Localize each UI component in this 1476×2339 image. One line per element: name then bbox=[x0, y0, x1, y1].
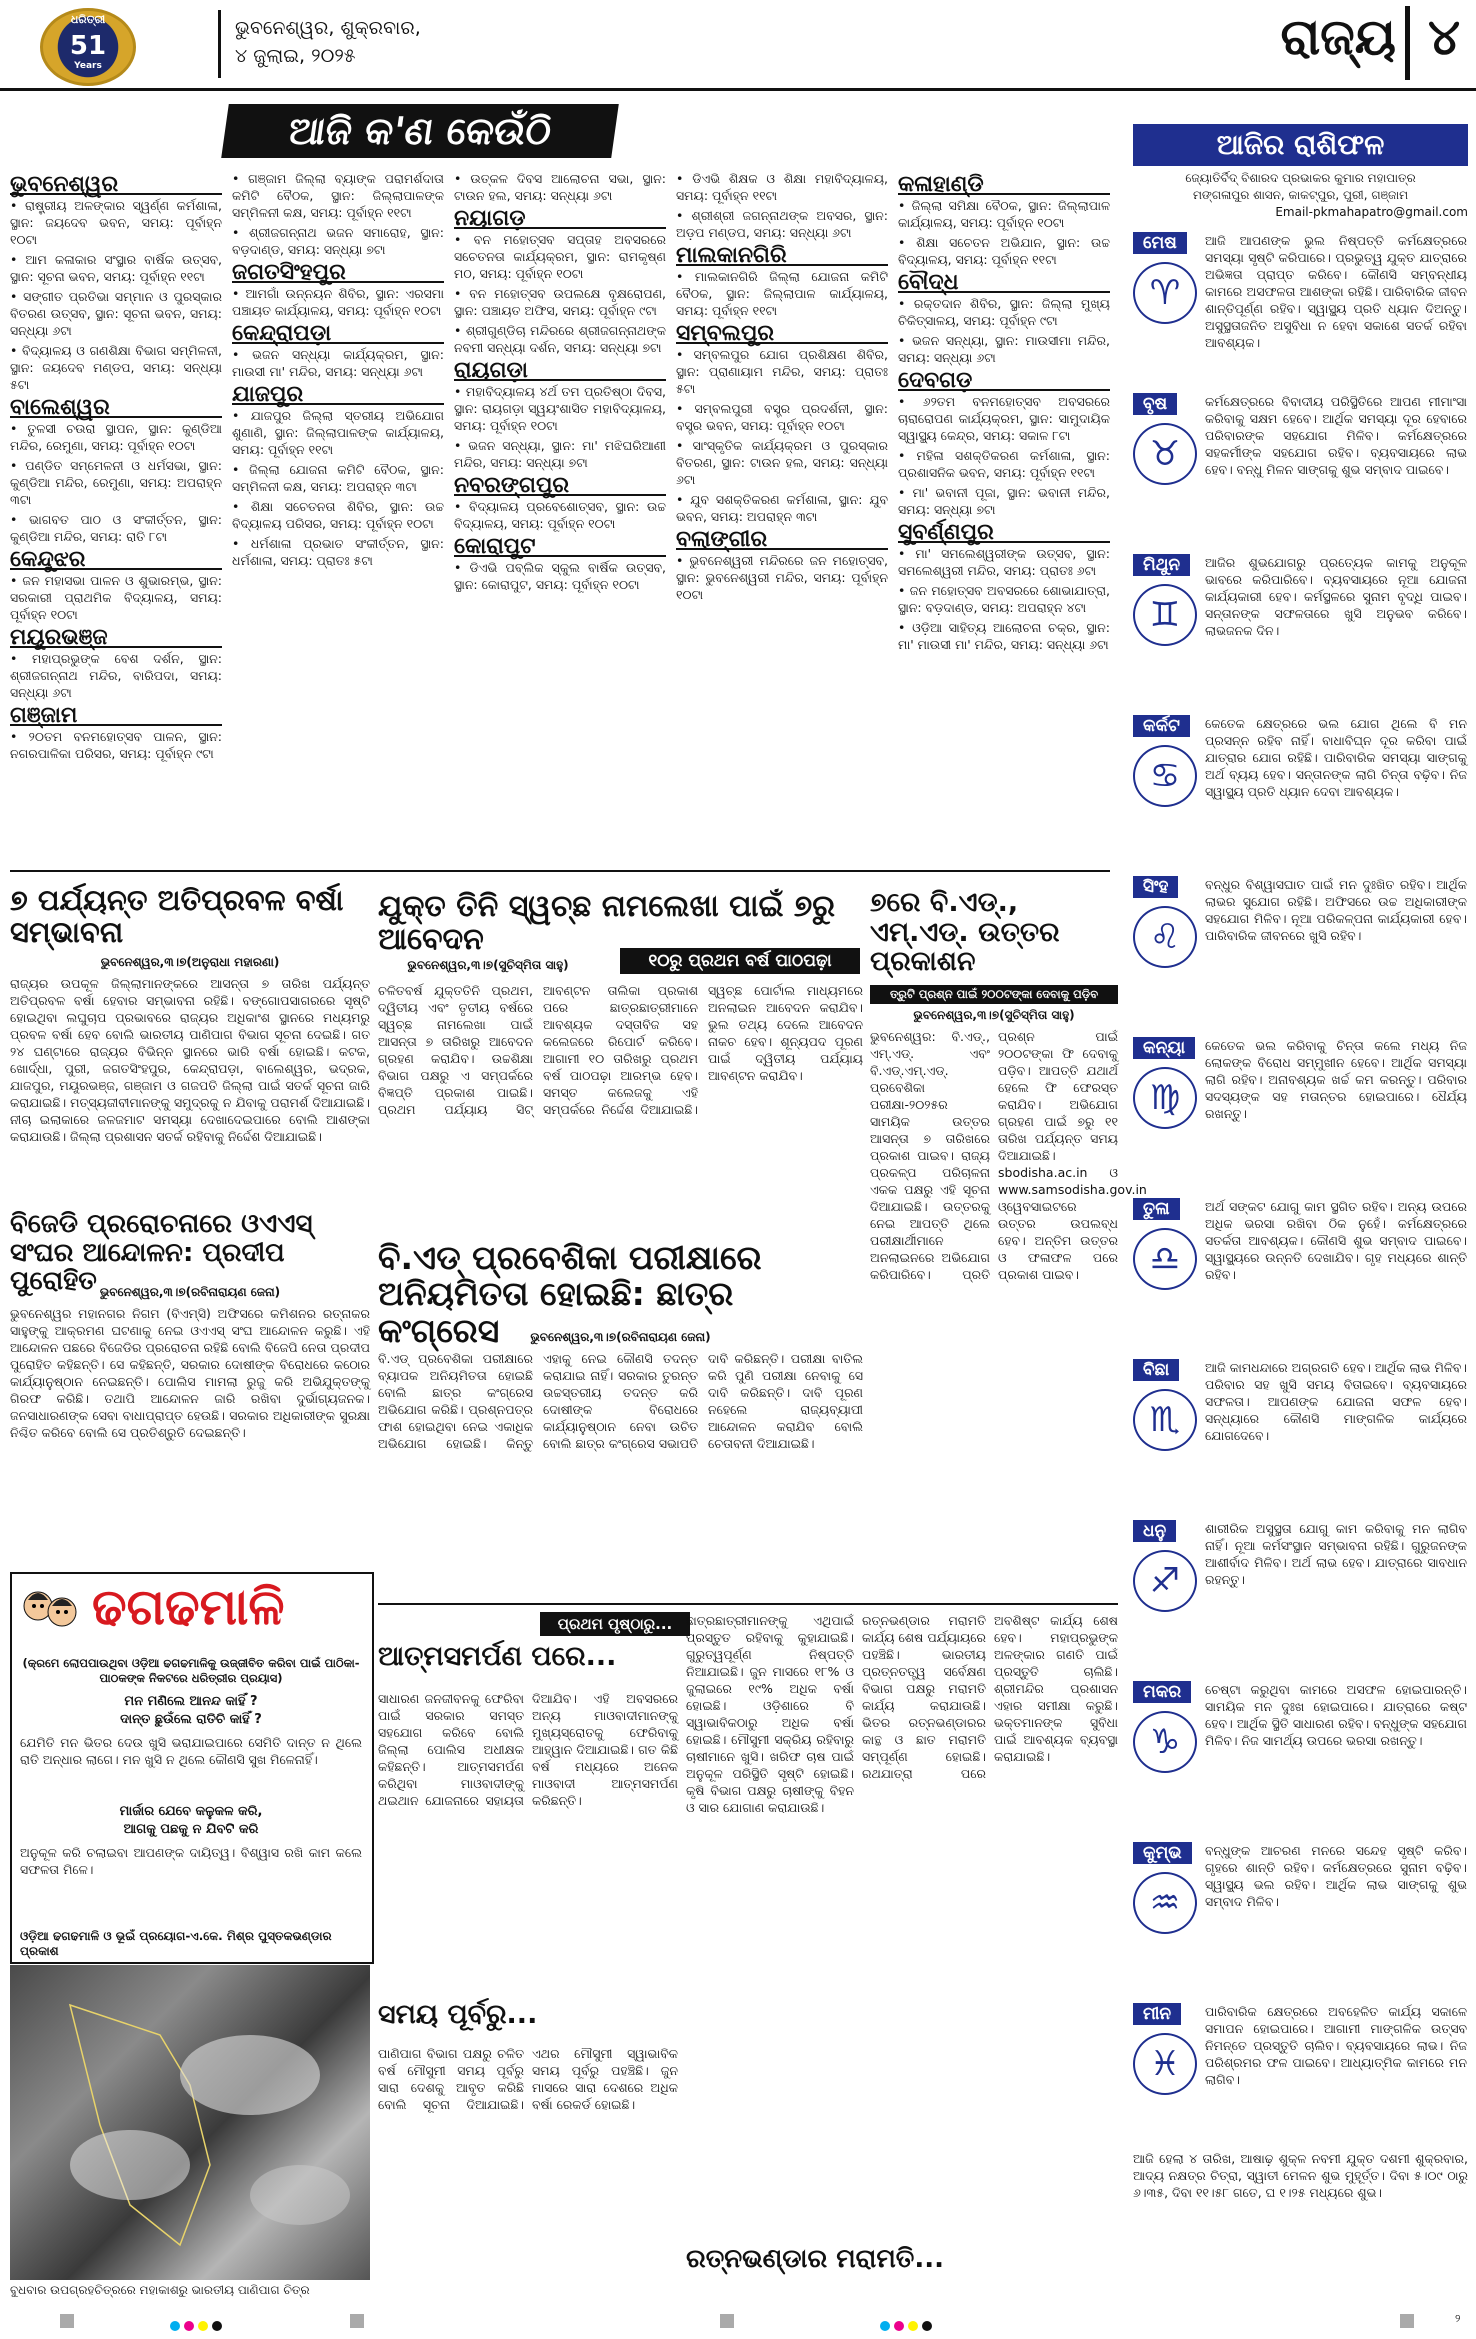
event-item: • ଶ୍ରୀଶ୍ରୀ ଜଗନ୍ନାଥଙ୍କ ଅବସର, ସ୍ଥାନ: ଅଡ଼ପ ମଣ୍ଡପ, ସମୟ: ସନ୍ଧ୍ୟା ୬ଟା bbox=[676, 208, 888, 240]
panjika: ଆଜି ହେଲା ୪ ତାରିଖ, ଆଷାଢ଼ ଶୁକ୍ଳ ନବମୀ ଯୁକ୍ତ ଦଶମୀ ଶୁକ୍ରବାର, ଆଦ୍ୟ ନକ୍ଷତ୍ର ଚିତ୍ରା, ସ୍ୱାତୀ ମେଳନ ଶୁଭ ମୁହୂର୍ତ୍ତ। ଦିବା ୫।୦୯ ଠାରୁ ୬।୩୫, ଦିବା ୧୧।୫୮ ଗତେ, ଘ ୧।୨୫ ମଧ୍ୟରେ ଶୁଭ। bbox=[1133, 2151, 1468, 2200]
bed-result-headline: ୭ରେ ବି.ଏଡ୍., ଏମ୍.ଏଡ୍. ଉତ୍ତର ପ୍ରକାଶନ bbox=[870, 887, 1060, 978]
time-headline: ସମୟ ପୂର୍ବରୁ... bbox=[378, 1999, 538, 2030]
event-item: • ଜନ ମହୋତ୍ସବ ଅବସରରେ ଶୋଭାଯାତ୍ରା, ସ୍ଥାନ: ବଡ଼ଦାଣ୍ଡ, ସମୟ: ଅପରାହ୍ନ ୪ଟା bbox=[898, 583, 1110, 615]
event-city-heading: ସୁବର୍ଣ୍ଣପୁର bbox=[898, 524, 1110, 543]
event-item: • ଜିଲ୍ଲା ସମିକ୍ଷା ବୈଠକ, ସ୍ଥାନ: ଜିଲ୍ଲାପାଳ କାର୍ଯ୍ୟାଳୟ, ସମୟ: ପୂର୍ବାହ୍ନ ୧୦ଟା bbox=[898, 198, 1110, 230]
rashi-text: ଆଜିର ଶୁଭଯୋଗରୁ ପ୍ରତ୍ୟେକ କାମକୁ ଅନୁକୂଳ ଭାବରେ କରିପାରିବେ। ବ୍ୟବସାୟରେ ନୂଆ ଯୋଜନା କାର୍ଯ୍ୟକାରୀ ହେବ। କର୍ମସ୍ଥଳରେ ସୁନାମ ବୃଦ୍ଧି ପାଇବ। ସନ୍ତାନଙ୍କ ସଫଳତାରେ ଖୁସି ଅନୁଭବ କରିବେ। ଲାଭଜନକ ଦିନ। bbox=[1205, 555, 1467, 638]
event-item: • ଶିକ୍ଷା ସଚେତନ ଅଭିଯାନ, ସ୍ଥାନ: ଉଚ୍ଚ ବିଦ୍ୟାଳୟ, ସମୟ: ପୂର୍ବାହ୍ନ ୧୧ଟା bbox=[898, 235, 1110, 267]
zodiac-icon: ♒ bbox=[1133, 1872, 1197, 1934]
events-column-2 bbox=[232, 170, 444, 860]
rashi-text: ଆଜି କାମଧନ୍ଦାରେ ଅଗ୍ରଗତି ହେବ। ଆର୍ଥିକ ଲାଭ ମିଳିବ। ପରିବାର ସହ ଖୁସି ସମୟ ବିତାଇବେ। ବ୍ୟବସାୟରେ ସଫଳତା। ଆପଣଙ୍କ ଯୋଜନା ସଫଳ ହେବ। ସନ୍ଧ୍ୟାରେ କୌଣସି ମାଙ୍ଗଳିକ କାର୍ଯ୍ୟରେ ଯୋଗଦେବେ। bbox=[1205, 1360, 1467, 1443]
zodiac-icon: ♑ bbox=[1133, 1711, 1197, 1773]
page-number-divider bbox=[1405, 6, 1410, 80]
rashi-text: ଚେଷ୍ଟା କରୁଥିବା କାମରେ ଅସଫଳ ହୋଇପାରନ୍ତି। ସାମୟିକ ମନ ଦୁଃଖ ହୋଇପାରେ। ଯାତ୍ରାରେ କଷ୍ଟ ହେବ। ଆର୍ଥିକ ସ୍ଥିତି ସାଧାରଣ ରହିବ। ବନ୍ଧୁଙ୍କ ସହଯୋଗ ମିଳିବ। ନିଜ ସାମର୍ଥ୍ୟ ଉପରେ ଭରସା ରଖନ୍ତୁ। bbox=[1205, 1682, 1467, 1748]
event-item: • ଜନ ମହାସଭା ପାଳନ ଓ ଶୁଭାରମ୍ଭ, ସ୍ଥାନ: ସରକାରୀ ପ୍ରାଥମିକ ବିଦ୍ୟାଳୟ, ସମୟ: ପୂର୍ବାହ୍ନ ୧୦ଟା bbox=[10, 573, 222, 622]
event-city-heading: ବାଲେଶ୍ୱର bbox=[10, 399, 222, 418]
bed-result-subhead: ତ୍ରୁଟି ପ୍ରଶ୍ନ ପାଇଁ ୨୦୦ଟଙ୍କା ଦେବାକୁ ପଡ଼ିବ bbox=[870, 985, 1118, 1004]
event-item: • ମା' ସମଲେଶ୍ୱରୀଙ୍କ ଉତ୍ସବ, ସ୍ଥାନ: ସମଲେଶ୍ୱରୀ ମନ୍ଦିର, ସମୟ: ପ୍ରାତଃ ୬ଟା bbox=[898, 546, 1110, 578]
registration-square bbox=[60, 2314, 74, 2328]
footer-page-mark: ୨ bbox=[1455, 2312, 1461, 2325]
event-city-heading: ସମ୍ବଲପୁର bbox=[676, 325, 888, 344]
event-city-heading: ଭୁବନେଶ୍ୱର bbox=[10, 176, 222, 195]
events-column-5 bbox=[898, 170, 1110, 860]
masthead-divider bbox=[218, 10, 221, 78]
surrender-headline: ଆତ୍ମସମର୍ପଣ ପରେ... bbox=[378, 1641, 617, 1672]
event-city-heading: ଯାଜପୁର bbox=[232, 386, 444, 405]
registration-square bbox=[350, 2314, 364, 2328]
bed-result-byline: ଭୁବନେଶ୍ୱର,୩।୭(ସୁଚିସ୍ମିତା ସାହୁ) bbox=[913, 1008, 1075, 1022]
rashi-entry bbox=[1125, 1681, 1470, 1831]
event-item: • ଆମଗାଁ ଉନ୍ନୟନ ଶିବିର, ସ୍ଥାନ: ଏରସମା ପଞ୍ଚାୟତ କାର୍ଯ୍ୟାଳୟ, ସମୟ: ପୂର୍ବାହ୍ନ ୧୦ଟା bbox=[232, 286, 444, 318]
rain-body: ରାଜ୍ୟର ଉପକୂଳ ଜିଲ୍ଲାମାନଙ୍କରେ ଆସନ୍ତା ୭ ତାରିଖ ପର୍ଯ୍ୟନ୍ତ ଅତିପ୍ରବଳ ବର୍ଷା ହେବାର ସମ୍ଭାବନା ରହିଛି। ବଙ୍ଗୋପସାଗରରେ ସୃଷ୍ଟି ହୋଇଥିବା ଲଘୁଚାପ ପ୍ରଭାବରେ ରାଜ୍ୟର ଅଧିକାଂଶ ସ୍ଥାନରେ ମଧ୍ୟମରୁ ପ୍ରବଳ ବର୍ଷା ହେବ ବୋଲି ଭାରତୀୟ ପାଣିପାଗ ବିଭାଗ ସୂଚନା ଦେଇଛି। ଗତ ୨୪ ଘଣ୍ଟାରେ ରାଜ୍ୟର ବିଭିନ୍ନ ସ୍ଥାନରେ ଭାରି ବର୍ଷା ହୋଇଛି। କଟକ, ଖୋର୍ଦ୍ଧା, ପୁରୀ, ଜଗତସିଂହପୁର, କେନ୍ଦ୍ରାପଡ଼ା, ବାଲେଶ୍ୱର, ଭଦ୍ରକ, ଯାଜପୁର, ମୟୂରଭଞ୍ଜ, ଗଞ୍ଜାମ ଓ ଗଜପତି ଜିଲ୍ଲା ପାଇଁ ସତର୍କ ସୂଚନା ଜାରି କରାଯାଇଛି। ମତ୍ସ୍ୟଜୀବୀମାନଙ୍କୁ ସମୁଦ୍ରକୁ ନ ଯିବାକୁ ପରାମର୍ଶ ଦିଆଯାଇଛି। ନୀଚା ଇଲାକାରେ ଜଳଜମାଟ ସମସ୍ୟା ଦେଖାଦେଇପାରେ ବୋଲି ଆଶଙ୍କା କରାଯାଉଛି। ଜିଲ୍ଲା ପ୍ରଶାସନ ସତର୍କ ରହିବାକୁ ନିର୍ଦ୍ଦେଶ ଦିଆଯାଇଛି। bbox=[10, 976, 370, 1144]
event-item: • ବିଦ୍ୟାଳୟ ପ୍ରବେଶୋତ୍ସବ, ସ୍ଥାନ: ଉଚ୍ଚ ବିଦ୍ୟାଳୟ, ସମୟ: ପୂର୍ବାହ୍ନ ୧୦ଟା bbox=[454, 499, 666, 531]
rashi-name: ସିଂହ bbox=[1133, 876, 1178, 898]
rashi-text: ଅର୍ଥ ସଙ୍କଟ ଯୋଗୁ କାମ ସ୍ଥଗିତ ରହିବ। ଅନ୍ୟ ଉପରେ ଅଧିକ ଭରସା ରଖିବା ଠିକ ନୁହେଁ। କର୍ମକ୍ଷେତ୍ରରେ ସତର୍କତା ଆବଶ୍ୟକ। କୌଣସି ଶୁଭ ସମ୍ବାଦ ପାଇବେ। ସ୍ୱାସ୍ଥ୍ୟରେ ଉନ୍ନତି ଦେଖାଯିବ। ଗୃହ ମଧ୍ୟରେ ଶାନ୍ତି ରହିବ। bbox=[1205, 1199, 1467, 1282]
rashi-name: ଧନୁ bbox=[1133, 1520, 1176, 1542]
event-item: • ଭଜନ ସନ୍ଧ୍ୟା କାର୍ଯ୍ୟକ୍ରମ, ସ୍ଥାନ: ମାଉସୀ ମା' ମନ୍ଦିର, ସମୟ: ସନ୍ଧ୍ୟା ୬ଟା bbox=[232, 347, 444, 379]
event-item: • ଭଜନ ସନ୍ଧ୍ୟା, ସ୍ଥାନ: ମାଉସୀମା ମନ୍ଦିର, ସମୟ: ସନ୍ଧ୍ୟା ୬ଟା bbox=[898, 333, 1110, 365]
rashi-entry bbox=[1125, 1520, 1470, 1670]
registration-square bbox=[720, 2314, 734, 2328]
event-item: • ସମ୍ବଲପୁର ଯୋଗ ପ୍ରଶିକ୍ଷଣ ଶିବିର, ସ୍ଥାନ: ପ୍ରାଣାୟାମ ମନ୍ଦିର, ସମୟ: ପ୍ରାତଃ ୫ଟା bbox=[676, 347, 888, 396]
satellite-caption: ବୁଧବାର ଉପଗ୍ରହଚିତ୍ରରେ ମହାକାଶରୁ ଭାରତୀୟ ପାଣିପାଗ ଚିତ୍ର bbox=[10, 2283, 310, 2297]
treasury-lead-body: ରତ୍ନଭଣ୍ଡାର ମରାମତି କାର୍ଯ୍ୟ ଶେଷ ପର୍ଯ୍ୟାୟରେ ପହଞ୍ଚିଛି। ଭାରତୀୟ ପ୍ରତ୍ନତତ୍ତ୍ୱ ସର୍ବେକ୍ଷଣ ବିଭାଗ ପକ୍ଷରୁ ମରାମତି କାର୍ଯ୍ୟ କରାଯାଉଛି। ଭିତର ରତ୍ନଭଣ୍ଡାରର କାନ୍ଥ ଓ ଛାତ ମରାମତି ସମ୍ପୂର୍ଣ୍ଣ ହୋଇଛି। ରଥଯାତ୍ରା ପରେ ଅବଶିଷ୍ଟ କାର୍ଯ୍ୟ ଶେଷ ହେବ। ମହାପ୍ରଭୁଙ୍କ ଅଳଙ୍କାର ଗଣତି ପାଇଁ ପ୍ରସ୍ତୁତି ଚାଲିଛି। ଶ୍ରୀମନ୍ଦିର ପ୍ରଶାସନ ଏହାର ସମୀକ୍ଷା କରୁଛି। ଭକ୍ତମାନଙ୍କ ସୁବିଧା ପାଇଁ ଆବଶ୍ୟକ ବ୍ୟବସ୍ଥା କରାଯାଇଛି। bbox=[862, 1613, 1118, 1781]
event-item: • ସଙ୍ଗୀତ ପ୍ରତିଭା ସମ୍ମାନ ଓ ପୁରସ୍କାର ବିତରଣ ଉତ୍ସବ, ସ୍ଥାନ: ସୂଚନା ଭବନ, ସମୟ: ସନ୍ଧ୍ୟା ୬ଟା bbox=[10, 289, 222, 338]
zodiac-icon: ♋ bbox=[1133, 745, 1197, 807]
treasury-headline: ରତ୍ନଭଣ୍ଡାର ମରାମତି... bbox=[686, 2244, 944, 2274]
event-city-heading: ଗଞ୍ଜାମ bbox=[10, 707, 222, 726]
event-item: • ଶିକ୍ଷା ସଚେତନତା ଶିବିର, ସ୍ଥାନ: ଉଚ୍ଚ ବିଦ୍ୟାଳୟ ପରିସର, ସମୟ: ପୂର୍ବାହ୍ନ ୧୦ଟା bbox=[232, 499, 444, 531]
events-banner: ଆଜି କ'ଣ କେଉଁଠି bbox=[221, 104, 619, 158]
bed-congress-headline: ବି.ଏଡ୍ ପ୍ରବେଶିକା ପରୀକ୍ଷାରେ ଅନିୟମିତତା ହୋଇଛି: ଛାତ୍ର କଂଗ୍ରେସ bbox=[378, 1238, 762, 1350]
bjd-body: ଭୁବନେଶ୍ୱର ମହାନଗର ନିଗମ (ବିଏମ୍ସି) ଅଫିସରେ କମିଶନର ରତ୍ନାକର ସାହୁଙ୍କୁ ଆକ୍ରମଣ ଘଟଣାକୁ ନେଇ ଓଏଏସ୍ ସଂଘ ଆନ୍ଦୋଳନ କରୁଛି। ଏହି ଆନ୍ଦୋଳନ ପଛରେ ବିଜେଡିର ପ୍ରରୋଚନା ରହିଛି ବୋଲି ବିଜେପି ନେତା ପ୍ରଦୀପ ପୁରୋହିତ କହିଛନ୍ତି। ସେ କହିଛନ୍ତି, ସରକାର ଦୋଷୀଙ୍କ ବିରୋଧରେ କଠୋର କାର୍ଯ୍ୟାନୁଷ୍ଠାନ ନେଇଛନ୍ତି। ପୋଲିସ ମାମଲା ରୁଜୁ କରି ଅଭିଯୁକ୍ତଙ୍କୁ ଗିରଫ କରିଛି। ତଥାପି ଆନ୍ଦୋଳନ ଜାରି ରଖିବା ଦୁର୍ଭାଗ୍ୟଜନକ। ଜନସାଧାରଣଙ୍କ ସେବା ବାଧାପ୍ରାପ୍ତ ହେଉଛି। ସରକାର ଅଧିକାରୀଙ୍କ ସୁରକ୍ଷା ନିଶ୍ଚିତ କରିବେ ବୋଲି ସେ ପ୍ରତିଶ୍ରୁତି ଦେଇଛନ୍ତି। bbox=[10, 1306, 370, 1440]
event-city-heading: କଳାହାଣ୍ଡି bbox=[898, 176, 1110, 195]
plus3-headline: ଯୁକ୍ତ ତିନି ସ୍ୱଚ୍ଛ ନାମଲେଖା ପାଇଁ ୭ରୁ ଆବେଦନ bbox=[378, 889, 835, 957]
bjd-byline: ଭୁବନେଶ୍ୱର,୩।୭(ରବିନାରାୟଣ ଜେନା) bbox=[99, 1285, 281, 1299]
divider-middle bbox=[378, 1603, 1118, 1605]
rashi-name: କର୍କଟ bbox=[1133, 715, 1190, 737]
rashi-entry bbox=[1125, 1842, 1470, 1992]
event-item: • ଭାଗବତ ପାଠ ଓ ସଂକୀର୍ତ୍ତନ, ସ୍ଥାନ: କୁଣ୍ଡିଆ ମନ୍ଦିର, ସମୟ: ରାତି ୮ଟା bbox=[10, 512, 222, 544]
event-item: • ବିଦ୍ୟାଳୟ ଓ ଗଣଶିକ୍ଷା ବିଭାଗ ସମ୍ମିଳନୀ, ସ୍ଥାନ: ଜୟଦେବ ମଣ୍ଡପ, ସମୟ: ସନ୍ଧ୍ୟା ୫ଟା bbox=[10, 343, 222, 392]
zodiac-icon: ♎ bbox=[1133, 1228, 1197, 1290]
event-item: • ସମ୍ବଲପୁରୀ ବସ୍ତ୍ର ପ୍ରଦର୍ଶନୀ, ସ୍ଥାନ: ବସ୍ତ୍ର ଭବନ, ସମୟ: ପୂର୍ବାହ୍ନ ୧୦ଟା bbox=[676, 401, 888, 433]
rashi-name: ବୃଷ bbox=[1133, 393, 1177, 415]
event-city-heading: ମାଲକାନଗିରି bbox=[676, 247, 888, 266]
rashi-text: କେତେକ ଭଲ କରିବାକୁ ଚିନ୍ତା କଲେ ମଧ୍ୟ ନିଜ ଲୋକଙ୍କ ବିରୋଧ ସମ୍ମୁଖୀନ ହେବେ। ଆର୍ଥିକ ସମସ୍ୟା ଲାଗି ରହିବ। ଅନାବଶ୍ୟକ ଖର୍ଚ୍ଚ କମ କରନ୍ତୁ। ପରିବାର ସଦସ୍ୟଙ୍କ ସହ ମତାନ୍ତର ହୋଇପାରେ। ଧୈର୍ଯ୍ୟ ରଖନ୍ତୁ। bbox=[1205, 1038, 1467, 1121]
event-item: • ଡିଏଭି ପବ୍ଲିକ ସ୍କୁଲ ବାର୍ଷିକ ଉତ୍ସବ, ସ୍ଥାନ: କୋରାପୁଟ, ସମୟ: ପୂର୍ବାହ୍ନ ୧୦ଟା bbox=[454, 560, 666, 592]
rashi-text: ପାରିବାରିକ କ୍ଷେତ୍ରରେ ଅବହେଳିତ କାର୍ଯ୍ୟ ସକାଳେ ସମାପନ ହୋଇପାରେ। ଆଗାମୀ ମାଙ୍ଗଳିକ ଉତ୍ସବ ନିମନ୍ତେ ପ୍ରସ୍ତୁତି ଚାଲିବ। ବ୍ୟବସାୟରେ ଲାଭ। ନିଜ ପରିଶ୍ରମର ଫଳ ପାଇବେ। ଆଧ୍ୟାତ୍ମିକ କାମରେ ମନ ଲାଗିବ। bbox=[1205, 2004, 1467, 2087]
footer-registration-marks bbox=[0, 2306, 1476, 2339]
bed-congress-body: ବି.ଏଡ୍ ପ୍ରବେଶିକା ପରୀକ୍ଷାରେ ବ୍ୟାପକ ଅନିୟମିତତା ହୋଇଛି ବୋଲି ଛାତ୍ର କଂଗ୍ରେସ ଅଭିଯୋଗ କରିଛି। ପ୍ରଶ୍ନପତ୍ର ଫାଶ ହୋଇଥିବା ନେଇ ଏକାଧିକ ଅଭିଯୋଗ ହୋଇଛି। କିନ୍ତୁ ଏହାକୁ ନେଇ କୌଣସି ତଦନ୍ତ କରାଯାଇ ନାହିଁ। ସରକାର ତୁରନ୍ତ ଉଚ୍ଚସ୍ତରୀୟ ତଦନ୍ତ କରି ଦୋଷୀଙ୍କ ବିରୋଧରେ କାର୍ଯ୍ୟାନୁଷ୍ଠାନ ନେବା ଉଚିତ ବୋଲି ଛାତ୍ର କଂଗ୍ରେସ ସଭାପତି ଦାବି କରିଛନ୍ତି। ପରୀକ୍ଷା ବାତିଲ କରି ପୁଣି ପରୀକ୍ଷା ନେବାକୁ ସେ ଦାବି କରିଛନ୍ତି। ଦାବି ପୂରଣ ନହେଲେ ରାଜ୍ୟବ୍ୟାପୀ ଆନ୍ଦୋଳନ କରାଯିବ ବୋଲି ଚେତାବନୀ ଦିଆଯାଇଛି। bbox=[378, 1351, 863, 1451]
event-item: • ଡିଏଭି ଶିକ୍ଷକ ଓ ଶିକ୍ଷା ମହାବିଦ୍ୟାଳୟ, ସମୟ: ପୂର୍ବାହ୍ନ ୧୧ଟା bbox=[676, 171, 888, 203]
event-item: • ରାଷ୍ଟ୍ରୀୟ ଅଳଙ୍କାର ସ୍ୱର୍ଣ୍ଣ କର୍ମଶାଳା, ସ୍ଥାନ: ଜୟଦେବ ଭବନ, ସମୟ: ପୂର୍ବାହ୍ନ ୧୦ଟା bbox=[10, 198, 222, 247]
event-item: • ଗଞ୍ଜାମ ଜିଲ୍ଲା ବ୍ୟାଙ୍କ ପରାମର୍ଶଦାତା କମିଟି ବୈଠକ, ସ୍ଥାନ: ଜିଲ୍ଲାପାଳଙ୍କ ସମ୍ମିଳନୀ କକ୍ଷ, ସମୟ: ପୂର୍ବାହ୍ନ ୧୧ଟା bbox=[232, 171, 444, 220]
event-item: • ବନ ମହୋତ୍ସବ ସପ୍ତାହ ଅବସରରେ ସଚେତନତା କାର୍ଯ୍ୟକ୍ରମ, ସ୍ଥାନ: ରାମକୃଷ୍ଣ ମଠ, ସମୟ: ପୂର୍ବାହ୍ନ ୧୦ଟା bbox=[454, 232, 666, 281]
event-city-heading: କେନ୍ଦ୍ରାପଡ଼ା bbox=[232, 325, 444, 344]
event-item: • ମାଲକାନଗିରି ଜିଲ୍ଲା ଯୋଜନା କମିଟି ବୈଠକ, ସ୍ଥାନ: ଜିଲ୍ଲାପାଳ କାର୍ଯ୍ୟାଳୟ, ସମୟ: ପୂର୍ବାହ୍ନ ୧୧ଟା bbox=[676, 269, 888, 318]
rashi-entry bbox=[1125, 1198, 1470, 1348]
dhagadhamali-title: ଢଗଢମାଳି bbox=[92, 1578, 285, 1636]
event-item: • ପଣ୍ଡିତ ସମ୍ମେଳନୀ ଓ ଧର୍ମସଭା, ସ୍ଥାନ: କୁଣ୍ଡିଆ ମନ୍ଦିର, ରେମୁଣା, ସମୟ: ଅପରାହ୍ନ ୩ଟା bbox=[10, 458, 222, 507]
divider-events bbox=[10, 870, 1110, 872]
event-city-heading: ଜଗତସିଂହପୁର bbox=[232, 264, 444, 283]
event-item: • ସାଂସ୍କୃତିକ କାର୍ଯ୍ୟକ୍ରମ ଓ ପୁରସ୍କାର ବିତରଣ, ସ୍ଥାନ: ଟାଉନ ହଲ, ସମୟ: ସନ୍ଧ୍ୟା ୬ଟା bbox=[676, 438, 888, 487]
rashiphala-title: ଆଜିର ରାଶିଫଳ bbox=[1133, 124, 1468, 166]
rashi-text: ଆଜି ଆପଣଙ୍କ ଭୁଲ ନିଷ୍ପତ୍ତି କର୍ମକ୍ଷେତ୍ରରେ ସମସ୍ୟା ସୃଷ୍ଟି କରିପାରେ। ପ୍ରଭୁତ୍ୱ ଯୁକ୍ତ ଯାତ୍ରାରେ ଅଭିଜ୍ଞତା ପ୍ରାପ୍ତ କରିବେ। କୌଣସି ସମ୍ବନ୍ଧୀୟ କାମରେ ଅସଫଳତା ଆଶଙ୍କା ରହିଛି। ପାରିବାରିକ ଜୀବନ ଶାନ୍ତିପୂର୍ଣ୍ଣ ରହିବ। ସ୍ୱାସ୍ଥ୍ୟ ପ୍ରତି ଧ୍ୟାନ ଦିଅନ୍ତୁ। ଅସୁସ୍ଥତାଜନିତ ଅସୁବିଧା ନ ହେବା ସକାଶେ ସତର୍କ ରହିବା ଆବଶ୍ୟକ। bbox=[1205, 233, 1467, 350]
cartoon-faces-icon bbox=[20, 1582, 80, 1650]
rashi-entry bbox=[1125, 554, 1470, 704]
bjd-headline: ବିଜେଡି ପ୍ରରୋଚନାରେ ଓଏଏସ୍ ସଂଘର ଆନ୍ଦୋଳନ: ପ୍ରଦୀପ ପୁରୋହିତ bbox=[10, 1209, 313, 1297]
registration-square bbox=[1400, 2314, 1414, 2328]
rashi-text: ବନ୍ଧୁର ବିଶ୍ୱାସଘାତ ପାଇଁ ମନ ଦୁଃଖିତ ରହିବ। ଆର୍ଥିକ ଲାଭର ସୁଯୋଗ ରହିଛି। ଅଫିସରେ ଉଚ୍ଚ ଅଧିକାରୀଙ୍କ ସହଯୋଗ ମିଳିବ। ନୂଆ ପରିକଳ୍ପନା କାର୍ଯ୍ୟକାରୀ ହେବ। ପାରିବାରିକ ଜୀବନରେ ଖୁସି ରହିବ। bbox=[1205, 877, 1467, 943]
color-dots bbox=[880, 2316, 936, 2335]
rain-headline: ୭ ପର୍ଯ୍ୟନ୍ତ ଅତିପ୍ରବଳ ବର୍ଷା ସମ୍ଭାବନା bbox=[10, 883, 344, 949]
event-item: • ଯୁବ ସଶକ୍ତିକରଣ କର୍ମଶାଳା, ସ୍ଥାନ: ଯୁବ ଭବନ, ସମୟ: ଅପରାହ୍ନ ୩ଟା bbox=[676, 492, 888, 524]
zodiac-icon: ♏ bbox=[1133, 1389, 1197, 1451]
event-item: • ମହିଳା ସଶକ୍ତିକରଣ କର୍ମଶାଳା, ସ୍ଥାନ: ପ୍ରଶାସନିକ ଭବନ, ସମୟ: ପୂର୍ବାହ୍ନ ୧୧ଟା bbox=[898, 448, 1110, 480]
rashi-entry bbox=[1125, 393, 1470, 543]
rashi-entry bbox=[1125, 1359, 1470, 1509]
event-item: • ମହାବିଦ୍ୟାଳୟ ୪ର୍ଥ ତମ ପ୍ରତିଷ୍ଠା ଦିବସ, ସ୍ଥାନ: ରାୟଗଡ଼ା ସ୍ୱୟଂଶାସିତ ମହାବିଦ୍ୟାଳୟ, ସମୟ: ପୂର୍ବାହ୍ନ ୧୦ଟା bbox=[454, 384, 666, 433]
continued-box: ପ୍ରଥମ ପୃଷ୍ଠାରୁ... bbox=[540, 1612, 690, 1636]
continued-body: ଛାତ୍ରଛାତ୍ରୀମାନଙ୍କୁ ଏଥିପାଇଁ ପ୍ରସ୍ତୁତ ରହିବାକୁ କୁହାଯାଇଛି। ଗୁରୁତ୍ୱପୂର୍ଣ୍ଣ ନିଷ୍ପତ୍ତି ନିଆଯାଇଛି। ଜୁନ ମାସରେ ୧୮% ଓ ଜୁଲାଇରେ ୧୯% ଅଧିକ ବର୍ଷା ହୋଇଛି। ଓଡ଼ିଶାରେ ବି ସ୍ୱାଭାବିକଠାରୁ ଅଧିକ ବର୍ଷା ହୋଇଛି। ମୌସୁମୀ ସକ୍ରିୟ ରହିବାରୁ ଚାଷୀମାନେ ଖୁସି। ଖରିଫ ଚାଷ ପାଇଁ ଅନୁକୂଳ ପରିସ୍ଥିତି ସୃଷ୍ଟି ହୋଇଛି। କୃଷି ବିଭାଗ ପକ୍ଷରୁ ଚାଷୀଙ୍କୁ ବିହନ ଓ ସାର ଯୋଗାଣ କରାଯାଉଛି। bbox=[686, 1613, 854, 1815]
event-city-heading: କେନ୍ଦୁଝର bbox=[10, 551, 222, 570]
event-city-heading: ନୟାଗଡ଼ bbox=[454, 210, 666, 229]
rashi-name: କନ୍ୟା bbox=[1133, 1037, 1195, 1059]
rashi-text: କେତେକ କ୍ଷେତ୍ରରେ ଭଲ ଯୋଗ ଥିଲେ ବି ମନ ପ୍ରସନ୍ନ ରହିବ ନାହିଁ। ବାଧାବିଘ୍ନ ଦୂର କରିବା ପାଇଁ ଯାତ୍ରାର ଯୋଗ ରହିଛି। ପାରିବାରିକ ସମସ୍ୟା ସାଙ୍ଗକୁ ଅର୍ଥ ବ୍ୟୟ ହେବ। ସନ୍ତାନଙ୍କ ଲାଗି ଚିନ୍ତା ବଢ଼ିବ। ନିଜ ସ୍ୱାସ୍ଥ୍ୟ ପ୍ରତି ଧ୍ୟାନ ଦେବା ଆବଶ୍ୟକ। bbox=[1205, 716, 1467, 799]
rashi-text: ବନ୍ଧୁଙ୍କ ଆଚରଣ ମନରେ ସନ୍ଦେହ ସୃଷ୍ଟି କରିବ। ଗୃହରେ ଶାନ୍ତି ରହିବ। କର୍ମକ୍ଷେତ୍ରରେ ସୁନାମ ବଢ଼ିବ। ସ୍ୱାସ୍ଥ୍ୟ ଭଲ ରହିବ। ଆର୍ଥିକ ଲାଭ ସାଙ୍ଗକୁ ଶୁଭ ସମ୍ବାଦ ମିଳିବ। bbox=[1205, 1843, 1467, 1909]
event-item: • ଭଜନ ସନ୍ଧ୍ୟା, ସ୍ଥାନ: ମା' ମଝିଘରିଆଣୀ ମନ୍ଦିର, ସମୟ: ସନ୍ଧ୍ୟା ୭ଟା bbox=[454, 438, 666, 470]
event-item: • ୨୦ତମ ବନମହୋତ୍ସବ ପାଳନ, ସ୍ଥାନ: ନଗରପାଳିକା ପରିସର, ସମୟ: ପୂର୍ବାହ୍ନ ୯ଟା bbox=[10, 729, 222, 761]
zodiac-icon: ♐ bbox=[1133, 1550, 1197, 1612]
time-body: ପାଣିପାଗ ବିଭାଗ ପକ୍ଷରୁ ଚଳିତ ବର୍ଷ ମୌସୁମୀ ସମୟ ପୂର୍ବରୁ ସାରା ଦେଶକୁ ଆବୃତ କରିଛି ବୋଲି ସୂଚନା ଦିଆଯାଇଛି। ଏଥର ମୌସୁମୀ ସ୍ୱାଭାବିକ ସମୟ ପୂର୍ବରୁ ପହଞ୍ଚିଛି। ଜୁନ ମାସରେ ସାରା ଦେଶରେ ଅଧିକ ବର୍ଷା ରେକର୍ଡ ହୋଇଛି। bbox=[378, 2046, 678, 2112]
rashi-text: ଶାରୀରିକ ଅସୁସ୍ଥତା ଯୋଗୁ କାମ କରିବାକୁ ମନ ଲାଗିବ ନାହିଁ। ନୂଆ କର୍ମସଂସ୍ଥାନ ସମ୍ଭାବନା ରହିଛି। ଗୁରୁଜନଙ୍କ ଆଶୀର୍ବାଦ ମିଳିବ। ଅର୍ଥ ଲାଭ ହେବ। ଯାତ୍ରାରେ ସାବଧାନ ରହନ୍ତୁ। bbox=[1205, 1521, 1467, 1587]
event-city-heading: ନବରଙ୍ଗପୁର bbox=[454, 477, 666, 496]
bed-congress-byline: ଭୁବନେଶ୍ୱର,୩।୭(ରବିନାରାୟଣ ଜେନା) bbox=[530, 1330, 711, 1344]
events-column-4 bbox=[676, 170, 888, 860]
events-column-1 bbox=[10, 170, 222, 860]
event-item: • ଆମ କଳାକାର ସଂସ୍ଥାର ବାର୍ଷିକ ଉତ୍ସବ, ସ୍ଥାନ: ସୂଚନା ଭବନ, ସମୟ: ପୂର୍ବାହ୍ନ ୧୧ଟା bbox=[10, 252, 222, 284]
event-item: • ଶ୍ରୀଜଗନ୍ନାଥ ଭଜନ ସମାରୋହ, ସ୍ଥାନ: ବଡ଼ଦାଣ୍ଡ, ସମୟ: ସନ୍ଧ୍ୟା ୭ଟା bbox=[232, 225, 444, 257]
rashi-entry bbox=[1125, 232, 1470, 382]
event-item: • ଓଡ଼ିଆ ସାହିତ୍ୟ ଆଲୋଚନା ଚକ୍ର, ସ୍ଥାନ: ମା' ମାଉସୀ ମା' ମନ୍ଦିର, ସମୟ: ସନ୍ଧ୍ୟା ୬ଟା bbox=[898, 620, 1110, 652]
rashi-name: ମିଥୁନ bbox=[1133, 554, 1190, 576]
event-item: • ରକ୍ତଦାନ ଶିବିର, ସ୍ଥାନ: ଜିଲ୍ଲା ମୁଖ୍ୟ ଚିକିତ୍ସାଳୟ, ସମୟ: ପୂର୍ବାହ୍ନ ୯ଟା bbox=[898, 296, 1110, 328]
zodiac-icon: ♈ bbox=[1133, 262, 1197, 324]
event-item: • ଶ୍ରୀଗୁଣ୍ଡିଚା ମନ୍ଦିରରେ ଶ୍ରୀଜଗନ୍ନାଥଙ୍କ ନବମୀ ସନ୍ଧ୍ୟା ଦର୍ଶନ, ସମୟ: ସନ୍ଧ୍ୟା ୭ଟା bbox=[454, 323, 666, 355]
event-city-heading: ବଲାଙ୍ଗୀର bbox=[676, 531, 888, 550]
masthead bbox=[0, 0, 1476, 91]
zodiac-icon: ♍ bbox=[1133, 1067, 1197, 1129]
event-item: • ଭୁବନେଶ୍ୱରୀ ମନ୍ଦିରରେ ଜନ ମହୋତ୍ସବ, ସ୍ଥାନ: ଭୁବନେଶ୍ୱରୀ ମନ୍ଦିର, ସମୟ: ପୂର୍ବାହ୍ନ ୧୦ଟା bbox=[676, 553, 888, 602]
event-item: • ଜିଲ୍ଲା ଯୋଜନା କମିଟି ବୈଠକ, ସ୍ଥାନ: ସମ୍ମିଳନୀ କକ୍ଷ, ସମୟ: ଅପରାହ୍ନ ୩ଟା bbox=[232, 462, 444, 494]
rain-byline: ଭୁବନେଶ୍ୱର,୩।୭(ଅନୁରାଧା ମହାରଣା) bbox=[100, 955, 280, 969]
bed-result-body: ଭୁବନେଶ୍ୱର: ବି.ଏଡ୍., ଏମ୍.ଏଡ୍. ଏବଂ ବି.ଏଡ୍.ଏମ୍.ଏଡ୍. ପ୍ରବେଶିକା ପରୀକ୍ଷା-୨୦୨୫ର ସାମୟିକ ଉତ୍ତର ଆସନ୍ତା ୭ ତାରିଖରେ ପ୍ରକାଶ ପାଇବ। ରାଜ୍ୟ ପ୍ରକଳ୍ପ ପରିଚାଳନା ଏକକ ପକ୍ଷରୁ ଏହି ସୂଚନା ଦିଆଯାଇଛି। ଉତ୍ତରକୁ ନେଇ ଆପତ୍ତି ଥିଲେ ପରୀକ୍ଷାର୍ଥୀମାନେ ଅନଲାଇନରେ ଅଭିଯୋଗ କରିପାରିବେ। ପ୍ରତି ପ୍ରଶ୍ନ ପାଇଁ ୨୦୦ଟଙ୍କା ଫି ଦେବାକୁ ପଡ଼ିବ। ଆପତ୍ତି ଯଥାର୍ଥ ହେଲେ ଫି ଫେରସ୍ତ କରାଯିବ। ଅଭିଯୋଗ ଗ୍ରହଣ ପାଇଁ ୭ରୁ ୧୧ ତାରିଖ ପର୍ଯ୍ୟନ୍ତ ସମୟ ଦିଆଯାଇଛି। sbodisha.ac.in ଓ www.samsodisha.gov.in ଓ୍ୱେବସାଇଟରେ ଉତ୍ତର ଉପଲବ୍ଧ ହେବ। ଅନ୍ତିମ ଉତ୍ତର ଓ ଫଳାଫଳ ପରେ ପ୍ରକାଶ ପାଇବ। bbox=[870, 1029, 1147, 1282]
surrender-body: ସାଧାରଣ ଜନଜୀବନକୁ ଫେରିବା ପାଇଁ ସରକାର ସମସ୍ତ ସହଯୋଗ କରିବେ ବୋଲି ଜିଲ୍ଲା ପୋଲିସ ଅଧୀକ୍ଷକ କହିଛନ୍ତି। ଆତ୍ମସମର୍ପଣ କରିଥିବା ମାଓବାଦୀଙ୍କୁ ଥଇଥାନ ଯୋଜନାରେ ସହାୟତା ଦିଆଯିବ। ଏହି ଅବସରରେ ଅନ୍ୟ ମାଓବାଦୀମାନଙ୍କୁ ମୁଖ୍ୟସ୍ରୋତକୁ ଫେରିବାକୁ ଆହ୍ୱାନ ଦିଆଯାଇଛି। ଗତ କିଛି ବର୍ଷ ମଧ୍ୟରେ ଅନେକ ମାଓବାଦୀ ଆତ୍ମସମର୍ପଣ କରିଛନ୍ତି। bbox=[378, 1691, 678, 1808]
event-item: • ତୁଳସୀ ଚଉରା ସ୍ଥାପନ, ସ୍ଥାନ: କୁଣ୍ଡିଆ ମନ୍ଦିର, ରେମୁଣା, ସମୟ: ପୂର୍ବାହ୍ନ ୧୦ଟା bbox=[10, 421, 222, 453]
event-city-heading: ରାୟଗଡ଼ା bbox=[454, 362, 666, 381]
event-item: • ଯାଜପୁର ଜିଲ୍ଲା ସ୍ତରୀୟ ଅଭିଯୋଗ ଶୁଣାଣି, ସ୍ଥାନ: ଜିଲ୍ଲାପାଳଙ୍କ କାର୍ଯ୍ୟାଳୟ, ସମୟ: ପୂର୍ବାହ୍ନ ୧୧ଟା bbox=[232, 408, 444, 457]
event-item: • ବନ ମହୋତ୍ସବ ଉପଲକ୍ଷେ ବୃକ୍ଷରୋପଣ, ସ୍ଥାନ: ପଞ୍ଚାୟତ ଅଫିସ, ସମୟ: ପୂର୍ବାହ୍ନ ୯ଟା bbox=[454, 286, 666, 318]
plus3-box: ୧୦ରୁ ପ୍ରଥମ ବର୍ଷ ପାଠପଢ଼ା bbox=[620, 948, 860, 974]
color-dots bbox=[170, 2316, 226, 2335]
event-city-heading: କୋରାପୁଟ bbox=[454, 538, 666, 557]
rashi-name: କୁମ୍ଭ bbox=[1133, 1842, 1192, 1864]
rashi-entry bbox=[1125, 1037, 1470, 1187]
dhagadhamali-intro: (କ୍ରମେ ଲୋପପାଉଥିବା ଓଡ଼ିଆ ଢଗଢମାଳିକୁ ଉଜ୍ଜୀବିତ କରିବା ପାଇଁ ପାଠିକା-ପାଠକଙ୍କ ନିକଟରେ ଧରିତ୍ରୀର ପ୍ରୟାସ) bbox=[22, 1656, 360, 1685]
dhagadhamali-box: ଢଗଢମାଳି (କ୍ରମେ ଲୋପପାଉଥିବା ଓଡ଼ିଆ ଢଗଢମାଳିକୁ ଉଜ୍ଜୀବିତ କରିବା ପାଇଁ ପାଠିକା-ପାଠକଙ୍କ ନିକଟରେ ଧରିତ୍ରୀର ପ୍ରୟାସ) ମନ ମଣିଲେ ଆନନ୍ଦ କାହିଁ ? ଦାନ୍ତ ଛୁଉଁଲେ ରାତିଚି କାହିଁ ? ଯେମିତି ମନ ଭିତର ଦେଉ ଖୁସି ଭରାଯାଇପାରେ ସେମିତି ଦାନ୍ତ ନ ଥିଲେ ରାତି ଅନ୍ଧାର ଲାଗେ। ମନ ଖୁସି ନ ଥିଲେ କୌଣସି ସୁଖ ମିଳେନାହିଁ। ମାର୍ଜାର ଯେବେ କଳୁକଳ କରି, ଆଗକୁ ପଛକୁ ନ ଯିବଟି କରି ଅନୁକୂଳ କରି ଚଲାଇବା ଆପଣଙ୍କ ଦାୟିତ୍ୱ। ବିଶ୍ୱାସ ରଖି କାମ କଲେ ସଫଳତା ମିଳେ। ଓଡ଼ିଆ ଢଗଢମାଳି ଓ ଭୂଇଁ ପ୍ରୟୋଗ-ଏ.କେ. ମିଶ୍ର ପୁସ୍ତକଭଣ୍ଡାର ପ୍ରକାଶ bbox=[10, 1572, 374, 1964]
event-item: • ୬୨ତମ ବନମହୋତ୍ସବ ଅବସରରେ ଚାରାରୋପଣ କାର୍ଯ୍ୟକ୍ରମ, ସ୍ଥାନ: ସାମୁଦାୟିକ ସ୍ୱାସ୍ଥ୍ୟ କେନ୍ଦ୍ର, ସମୟ: ସକାଳ ୮ଟା bbox=[898, 394, 1110, 443]
rashi-name: ତୁଳା bbox=[1133, 1198, 1180, 1220]
event-item: • ଉତ୍କଳ ଦିବସ ଆଲୋଚନା ସଭା, ସ୍ଥାନ: ଟାଉନ ହଲ, ସମୟ: ସନ୍ଧ୍ୟା ୬ଟା bbox=[454, 171, 666, 203]
zodiac-icon: ♌ bbox=[1133, 906, 1197, 968]
plus3-body: ଚଳିତବର୍ଷ ଯୁକ୍ତତିନି ପ୍ରଥମ, ଦ୍ୱିତୀୟ ଏବଂ ତୃତୀୟ ବର୍ଷରେ ସ୍ୱଚ୍ଛ ନାମଲେଖା ପାଇଁ ଆସନ୍ତା ୭ ତାରିଖରୁ ଆବେଦନ ଗ୍ରହଣ କରାଯିବ। ଉଚ୍ଚଶିକ୍ଷା ବିଭାଗ ପକ୍ଷରୁ ଏ ସମ୍ପର୍କରେ ବିଜ୍ଞପ୍ତି ପ୍ରକାଶ ପାଇଛି। ପ୍ରଥମ ପର୍ଯ୍ୟାୟ ସିଟ୍ ଆବଣ୍ଟନ ତାଲିକା ପ୍ରକାଶ ପରେ ଛାତ୍ରଛାତ୍ରୀମାନେ ଆବଶ୍ୟକ ଦସ୍ତାବିଜ ସହ କଲେଜରେ ରିପୋର୍ଟ କରିବେ। ଆଗାମୀ ୧୦ ତାରିଖରୁ ପ୍ରଥମ ବର୍ଷ ପାଠପଢ଼ା ଆରମ୍ଭ ହେବ। ସମସ୍ତ କଲେଜକୁ ଏହି ସମ୍ପର୍କରେ ନିର୍ଦ୍ଦେଶ ଦିଆଯାଇଛି। ସ୍ୱଚ୍ଛ ପୋର୍ଟାଲ ମାଧ୍ୟମରେ ଅନଲାଇନ ଆବେଦନ କରାଯିବ। ଭୁଲ ତଥ୍ୟ ଦେଲେ ଆବେଦନ ନାକଚ ହେବ। ଶୂନ୍ୟପଦ ପୂରଣ ପାଇଁ ଦ୍ୱିତୀୟ ପର୍ଯ୍ୟାୟ ଆବଣ୍ଟନ କରାଯିବ। bbox=[378, 983, 863, 1117]
rashiphala-author: ଜ୍ୟୋତିର୍ବିଦ୍ ବିଶାରଦ ପ୍ରଭାକର କୁମାର ମହାପାତ୍ର ମଙ୍ଗଳାପୁର ଶାସନ, କାକଟ୍ପୁର, ପୁରୀ, ଗଞ୍ଜାମ Email-pkmahapatro@gmail.com bbox=[1185, 171, 1468, 219]
event-city-heading: ଦେବଗଡ଼ bbox=[898, 372, 1110, 391]
rashi-entry bbox=[1125, 2003, 1470, 2153]
event-city-heading: ମୟୂରଭଞ୍ଜ bbox=[10, 629, 222, 648]
rashi-entry bbox=[1125, 876, 1470, 1026]
page-number: ୪ bbox=[1427, 8, 1460, 66]
plus3-byline: ଭୁବନେଶ୍ୱର,୩।୭(ସୁଚିସ୍ମିତା ସାହୁ) bbox=[407, 958, 569, 972]
rashi-text: କର୍ମକ୍ଷେତ୍ରରେ ବିବାଦୀୟ ପରିସ୍ଥିତିରେ ଆପଣ ମୀମାଂସା କରିବାକୁ ସକ୍ଷମ ହେବେ। ଆର୍ଥିକ ସମସ୍ୟା ଦୂର ହେବାରେ ପରିବାରଙ୍କ ସହଯୋଗ ମିଳିବ। କର୍ମକ୍ଷେତ୍ରରେ ସହକର୍ମୀଙ୍କ ସହଯୋଗ ରହିବ। ବ୍ୟବସାୟରେ ଲାଭ ହେବ। ବନ୍ଧୁ ମିଳନ ସାଙ୍ଗକୁ ଶୁଭ ସମ୍ବାଦ ପାଇବେ। bbox=[1205, 394, 1467, 477]
zodiac-icon: ♊ bbox=[1133, 584, 1197, 646]
events-column-3 bbox=[454, 170, 666, 860]
page-section-name: ରାଜ୍ୟ bbox=[1280, 8, 1396, 66]
event-item: • ମହାପ୍ରଭୁଙ୍କ ବେଶ ଦର୍ଶନ, ସ୍ଥାନ: ଶ୍ରୀଜଗନ୍ନାଥ ମନ୍ଦିର, ବାରିପଦା, ସମୟ: ସନ୍ଧ୍ୟା ୬ଟା bbox=[10, 651, 222, 700]
rashi-name: ମେଷ bbox=[1133, 232, 1187, 254]
zodiac-icon: ♓ bbox=[1133, 2033, 1197, 2095]
satellite-weather-image bbox=[10, 1965, 370, 2280]
rashi-name: ମୀନ bbox=[1133, 2003, 1181, 2025]
rashi-name: ବିଛା bbox=[1133, 1359, 1179, 1381]
event-city-heading: ବୌଦ୍ଧ bbox=[898, 274, 1110, 293]
event-item: • ମା' ଭବାନୀ ପୂଜା, ସ୍ଥାନ: ଭବାନୀ ମନ୍ଦିର, ସମୟ: ସନ୍ଧ୍ୟା ୭ଟା bbox=[898, 485, 1110, 517]
rashi-name: ମକର bbox=[1133, 1681, 1191, 1703]
rashi-entry bbox=[1125, 715, 1470, 865]
zodiac-icon: ♉ bbox=[1133, 423, 1197, 485]
event-item: • ଧର୍ମଶାଳା ପ୍ରଭାତ ସଂକୀର୍ତ୍ତନ, ସ୍ଥାନ: ଧର୍ମଶାଳା, ସମୟ: ପ୍ରାତଃ ୫ଟା bbox=[232, 536, 444, 568]
dharitri-51-years-logo: ଧରିତ୍ରୀ 51 Years bbox=[40, 8, 136, 86]
masthead-date: ଭୁବନେଶ୍ୱର, ଶୁକ୍ରବାର, ୪ ଜୁଲାଇ, ୨୦୨୫ bbox=[235, 17, 421, 67]
